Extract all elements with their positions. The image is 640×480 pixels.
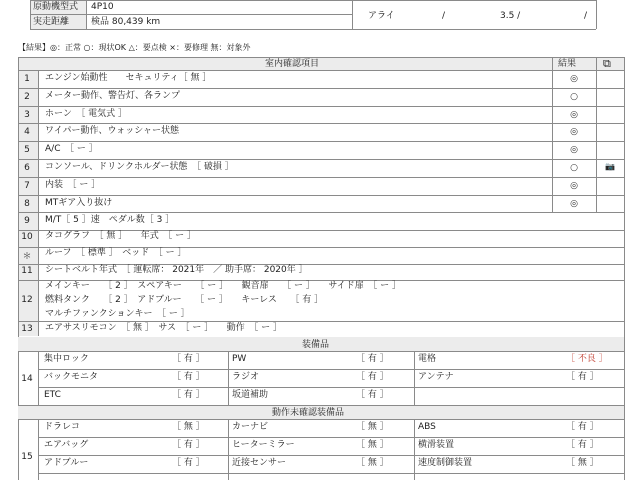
align-slash: / — [584, 11, 588, 21]
equipment-status: ［ 無 ］ — [356, 422, 389, 432]
row-number: ＊ — [22, 252, 32, 262]
check-item-text: コンソール、ドリンクホルダー状態 ［ 破損 ］ — [45, 162, 234, 172]
align-value: 3.5 / — [500, 11, 521, 21]
row-text-multi-key: マルチファンクションキー ［ ー ］ — [45, 309, 190, 319]
row-number: 14 — [21, 374, 33, 384]
check-item-text: MTギア入り抜け — [45, 197, 113, 208]
result-legend: 【結果】◎：正常 ○：現状OK △：要点検 ×：要修理 無：対象外 — [18, 43, 251, 52]
row-number: 11 — [21, 266, 33, 276]
row-number: 10 — [21, 232, 33, 242]
equipment-label: 電格 — [418, 354, 437, 364]
row-text-roof: ルーフ ［ 標準 ］ ベッド ［ ー ］ — [45, 248, 187, 258]
row-number: 15 — [21, 452, 33, 462]
equipment-label: PW — [232, 354, 247, 364]
row-number: 13 — [21, 324, 33, 334]
result-mark: ○ — [570, 91, 578, 102]
check-item-text: ワイパー動作、ウォッシャー状態 — [45, 126, 180, 137]
check-item-text: メーター動作、警告灯、各ランプ — [45, 90, 181, 101]
row-number: 1 — [24, 74, 30, 84]
row-text-seatbelt: シートベルト年式 ［ 運転席： 2021年 ／ 助手席： 2020年 ］ — [45, 265, 308, 275]
row-number: 12 — [21, 295, 33, 305]
section-header-equipment: 装備品 — [302, 340, 330, 350]
equipment-label: 速度制御装置 — [418, 458, 473, 468]
section-header-interior: 室内確認項目 — [265, 59, 320, 69]
equipment-status: ［ 有 ］ — [172, 458, 205, 468]
row-number: 5 — [24, 145, 30, 156]
photo-column-icon: ⧉ — [603, 57, 611, 70]
align-slash: / — [442, 11, 446, 21]
equipment-status: ［ 有 ］ — [356, 390, 389, 400]
row-text-air-suspension: エアサスリモコン ［ 無 ］ サス ［ ー ］ 動作 ［ ー ］ — [45, 323, 282, 333]
equipment-label: アンテナ — [418, 372, 454, 382]
row-number: 4 — [24, 127, 30, 138]
equipment-status: ［ 有 ］ — [566, 372, 599, 382]
result-mark: ◎ — [570, 198, 578, 209]
equipment-label: ドラレコ — [44, 422, 81, 432]
check-item-text: A/C ［ ー ］ — [45, 144, 98, 155]
row-number: 3 — [24, 109, 30, 120]
mileage-value: 検品 80,439 km — [91, 17, 161, 27]
equipment-label: ETC — [44, 390, 61, 400]
result-mark: ○ — [570, 163, 578, 173]
equipment-label: 集中ロック — [44, 354, 89, 364]
check-item-text: ホーン ［ 電気式 ］ — [45, 108, 128, 119]
row-text-keys: メインキー ［ 2 ］ スペアキー ［ ー ］ 観音扉 ［ ー ］ サイド扉 ［ ー ］ — [45, 281, 401, 291]
equipment-status: ［ 有 ］ — [172, 354, 205, 364]
equipment-label: ヒーターミラー — [232, 440, 295, 450]
check-item-text: 内装 ［ ー ］ — [45, 179, 101, 190]
equipment-label: ABS — [418, 422, 436, 432]
row-text-mt-gears: M/T［ 5 ］速 ペダル数［ 3 ］ — [45, 215, 175, 225]
check-item-text: エンジン始動性 セキュリティ［ 無 ］ — [45, 73, 212, 83]
section-header-unverified: 動作未確認装備品 — [272, 408, 345, 418]
equipment-status: ［ 有 ］ — [356, 372, 389, 382]
result-mark: ◎ — [570, 127, 578, 138]
mileage-label: 実走距離 — [33, 17, 70, 27]
equipment-label: 坂道補助 — [232, 390, 269, 400]
result-mark: ◎ — [570, 109, 578, 120]
equipment-status: ［ 無 ］ — [356, 440, 389, 450]
row-number: 8 — [24, 198, 30, 209]
result-column-header: 結果 — [558, 59, 577, 69]
result-mark: ◎ — [570, 145, 578, 156]
row-number: 7 — [24, 180, 30, 191]
equipment-label: カーナビ — [232, 422, 269, 432]
row-number: 2 — [24, 91, 30, 102]
equipment-label: ラジオ — [232, 372, 260, 382]
row-text-tachograph: タコグラフ ［ 無 ］ 年式 ［ ー ］ — [45, 231, 196, 241]
result-mark: ◎ — [570, 74, 578, 84]
equipment-status: ［ 有 ］ — [172, 372, 205, 382]
equipment-status: ［ 不良 ］ — [566, 354, 608, 364]
result-mark: ◎ — [570, 180, 578, 191]
engine-model-label: 原動機型式 — [33, 2, 79, 12]
equipment-status: ［ 有 ］ — [172, 440, 205, 450]
equipment-status: ［ 有 ］ — [566, 422, 599, 432]
equipment-label: エアバッグ — [44, 440, 89, 450]
row-number: 6 — [24, 163, 30, 173]
equipment-status: ［ 無 ］ — [566, 458, 599, 468]
equipment-status: ［ 無 ］ — [172, 422, 205, 432]
equipment-status: ［ 有 ］ — [172, 390, 205, 400]
equipment-label: 近接センサー — [232, 458, 287, 468]
align-label: アライ — [368, 11, 395, 21]
equipment-status: ［ 有 ］ — [356, 354, 389, 364]
equipment-status: ［ 有 ］ — [566, 440, 599, 450]
camera-icon[interactable]: 📷 — [605, 162, 615, 171]
equipment-label: 横滑装置 — [418, 440, 455, 450]
engine-model-value: 4P10 — [91, 2, 114, 12]
equipment-label: バックモニタ — [44, 372, 99, 382]
equipment-status: ［ 無 ］ — [356, 458, 389, 468]
row-number: 9 — [24, 216, 30, 226]
row-text-fuel-tank: 燃料タンク ［ 2 ］ アドブルー ［ ー ］ キーレス ［ 有 ］ — [45, 295, 324, 305]
equipment-label: アドブルー — [44, 458, 89, 468]
